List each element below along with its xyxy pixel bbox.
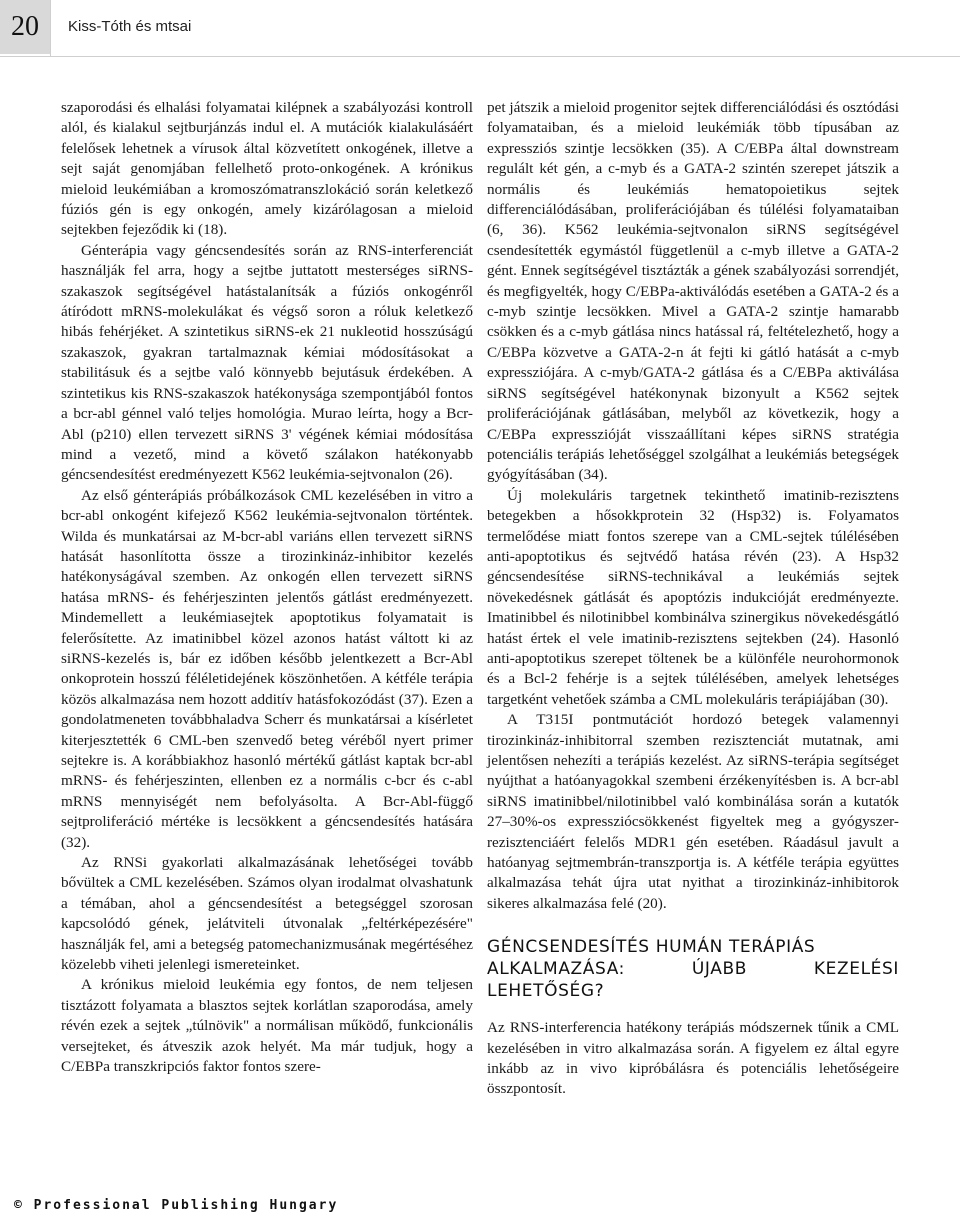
left-column [61,98,473,1078]
page-number: 20 [0,0,50,54]
copyright-footer: © Professional Publishing Hungary [14,1198,339,1213]
paragraph: Az RNS-interferencia hatékony terápiás módszernek tűnik a CML kezelésében in vitro alkalmazása során. A figyelem ez által egyre inkább az in vivo kipróbálásra és potenciális lehetőségeire összpontosít. [487,1019,899,1098]
header-divider [50,0,51,56]
section-heading-line: GÉNCSENDESÍTÉS HUMÁN TERÁPIÁS [487,937,816,958]
paragraph: Génterápia vagy géncsendesítés során az RNS-interferenciát használják fel arra, hogy a sejtbe juttatott mesterséges siRNS-szakaszok segítségével hatástalanítsák a fúziós onkogénről átíródott mRNS-molekulákat és végső soron a róluk keletkező hibás fehérjéket. A szintetikus siRNS-ek 21 nukleotid hosszúságú szakaszok, gyakran tartalmaznak kémiai módosításokat a stabilitásuk és a sejtbe való könnyebb bejutásuk érdekében. A szintetikus kis RNS-szakaszok hatékonysága szempontjából fontos a bcr-abl génnel való teljes homológia. Murao leírta, hogy a Bcr-Abl (p210) ellen tervezett siRNS 3' végének kémiai módosítása mind a vezető, mind a követő szálakon hatékonyabb géncsendesítést eredményezett K562 leukémia-sejtvonalon (26). [61,241,473,484]
paragraph: szaporodási és elhalási folyamatai kilépnek a szabályozási kontroll alól, és kialakul sejtburjánzás indul el. A mutációk kialakulásáért felelősek lehetnek a vírusok által közvetített onkogének, illetve a sejt saját genomjában fellelhető proto-onkogének. A krónikus mieloid leukémiában a kromoszómatranszlokáció során keletkező fúziós gén is egy onkogén, amely kizárólagosan a mieloid sejtekben fejeződik ki (18). [61,99,473,239]
paragraph: Új molekuláris targetnek tekinthető imatinib-rezisztens betegekben a hősokkprotein 32 (Hsp32) is. Folyamatos termelődése miatt fontos szerepe van a CML-sejtek túlélésében anti-apoptotikus és sejtvédő hatása révén (23). A Hsp32 géncsendesítése siRNS-technikával a leukémiás sejtek növekedésnek gátlását és apoptózis indukcióját eredményezte. Imatinibbel és nilotinibbel kombinálva szinergikus növekedésgátló hatást értek el vele imatinib-rezisztens sejtekben (24). Hasonló anti-apoptotikus szerepet töltenek be a különféle neurohormonok és a Bcl-2 fehérje is a sejtek túlélésében, amelyek lehetséges targetként vehetőek számba a CML molekuláris terápiájában (30). [487,486,899,708]
page-header [0,0,960,58]
right-column [487,98,899,1100]
section-heading-line: ALKALMAZÁSA: ÚJABB KEZELÉSI LEHETŐSÉG? [487,959,899,1002]
header-rule [0,56,960,57]
paragraph: Az első génterápiás próbálkozások CML kezelésében in vitro a bcr-abl onkogént kifejező K562 leukémia-sejtvonalon történtek. Wilda és munkatársai az M-bcr-abl variáns ellen tervezett siRNS hatását hasonlította össze a tirozinkináz-inhibitor kezelés hatékonyságával szemben. Az onkogén ellen tervezett siRNS hatása mRNS- és fehérjeszinten jelentős gátlást eredményezett. Mindemellett a leukémiasejtek apoptotikus folyamatait is felerősítette. Az imatinibbel közel azonos hatást váltott ki az siRNS-kezelés is, bár ez időben később jelentkezett a Bcr-Abl onkoprotein hosszú féléletidejének köszönhetően. A kétféle terápia közös alkalmazása nem hozott additív hatásfokozódást (37). Ezen a gondolatmeneten továbbhaladva Scherr és munkatársai a kísérletet kiterjesztették 6 CML-ben szenvedő beteg véréből nyert primer sejtekre is. A korábbiakhoz hasonló mértékű gátlást kaptak bcr-abl mRNS- és fehérjeszinten, ellenben ez a normális c-bcr és c-abl mRNS mennyiségét nem befolyásolta. A Bcr-Abl-függő sejtproliferáció mértéke is lecsökkent a géncsendesítés hatására (32). [61,486,473,851]
running-head: Kiss-Tóth és mtsai [68,18,192,35]
paragraph: pet játszik a mieloid progenitor sejtek differenciálódási és osztódási folyamataiban, és a mieloid leukémiák több típusában az expressziós szintje lecsökken (35). A C/EBPa által downstream regulált két gén, a c-myb és a GATA-2 szintén szerepet játszik a normális és leukémiás hematopoietikus sejtek differenciálódásában, proliferációjában és túlélési folyamataiban (6, 36). K562 leukémia-sejtvonalon siRNS segítségével csendesítették egymástól függetlenül a c-myb illetve a GATA-2 gént. Ennek segítségével tisztázták a gének szabályozási sorrendjét, és megfigyelték, hogy C/EBPa-aktiválódás esetében a GATA-2 és a c-myb szintje lecsökken. Mivel a GATA-2 szintje hamarabb csökken és a c-myb gátlása nincs hatással rá, feltételezhető, hogy a C/EBPa közvetve a GATA-2-n át fejti ki gátló hatását a c-myb expressziójára. A c-myb/GATA-2 gátlása és a C/EBPa aktiválása siRNS segítségével hatékonynak bizonyult a K562 sejtek proliferációjának gátlásában, melyből az következik, hogy a C/EBPa expresszióját visszaállítani képes siRNS stratégia potenciális terápiás lehetőséggel szolgálhat a leukémiás betegségek gyógyításában (34). [487,99,899,484]
section-heading [487,936,899,1002]
paragraph: Az RNSi gyakorlati alkalmazásának lehetőségei tovább bővültek a CML kezelésében. Számos olyan irodalmat olvashatunk a témában, ahol a géncsendesítést a betegséggel szorosan kapcsolódó gének, jelátviteli útvonalak „feltérképezésére" használják fel, ami a betegség patomechanizmusának megértéséhez közelebb viheti jelenlegi ismereteinket. [61,854,473,974]
paragraph: A T315I pontmutációt hordozó betegek valamennyi tirozinkináz-inhibitorral szemben rezisztenciát mutatnak, ami jelentősen nehezíti a terápiás kezelést. Az siRNS-terápia segítséget nyújthat a hatóanyagokkal szembeni érzékenyítésben is. A bcr-abl siRNS imatinibbel/nilotinibbel való kombinálása során a kutatók 27–30%-os expressziócsökkenést figyeltek meg a gyógyszer-rezisztenciáért felelős MDR1 gén esetében. Ráadásul javult a hatóanyag sejtmembrán-transzportja is. A kétféle terápia együttes alkalmazása tehát újra utat nyithat a tirozinkináz-inhibitorok sikeres alkalmazása felé (20). [487,711,899,912]
paragraph: A krónikus mieloid leukémia egy fontos, de nem teljesen tisztázott folyamata a blasztos sejtek korlátlan szaporodása, amely révén ezek a sejtek „túlnövik" a normálisan működő, funkcionális versejteket, és átveszik azok helyét. Ma már tudjuk, hogy a C/EBPa transzkripciós faktor fontos szere- [61,976,473,1076]
